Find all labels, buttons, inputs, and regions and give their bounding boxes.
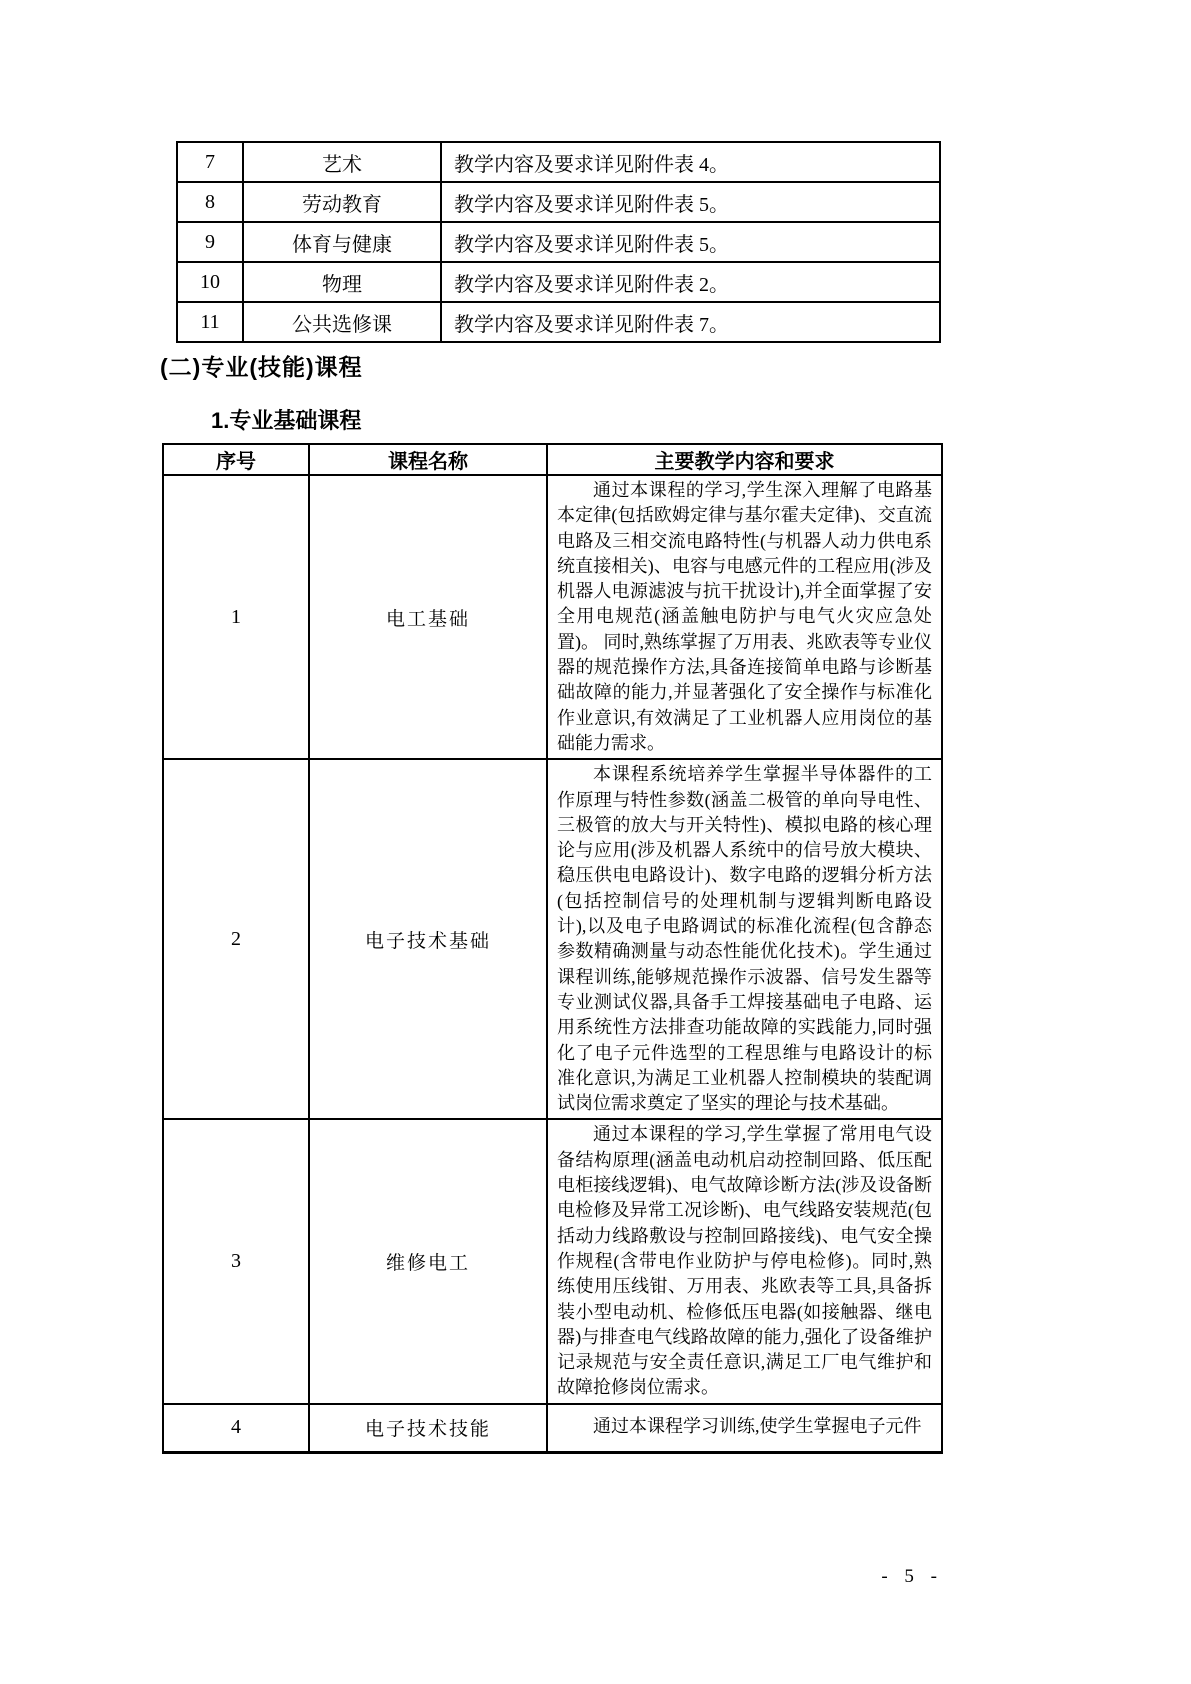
cell-desc: 教学内容及要求详见附件表 5。 bbox=[441, 222, 940, 262]
cell-desc: 本课程系统培养学生掌握半导体器件的工作原理与特性参数(涵盖二极管的单向导电性、三极管的放大与开关特性)、模拟电路的核心理论与应用(涉及机器人系统中的信号放大模块、稳压供电电路设计)、数字电路的逻辑分析方法(包括控制信号的处理机制与逻辑判断电路设计),以及电子电路调试的标准化流程(包含静态参数精确测量与动态性能优化技术)。学生通过课程训练,能够规范操作示波器、信号发生器等专业测试仪器,具备手工焊接基础电子电路、运用系统性方法排查功能故障的实践能力,同时强化了电子元件选型的工程思维与电路设计的标准化意识,为满足工业机器人控制模块的装配调试岗位需求奠定了坚实的理论与技术基础。 bbox=[547, 759, 942, 1119]
page-number: - 5 - bbox=[881, 1566, 943, 1587]
cell-no: 11 bbox=[177, 302, 243, 342]
table-header-row bbox=[163, 444, 942, 475]
section-heading: (二)专业(技能)课程 bbox=[160, 354, 363, 380]
cell-no: 2 bbox=[163, 759, 309, 1119]
cell-no: 3 bbox=[163, 1119, 309, 1403]
table-row bbox=[163, 759, 942, 1119]
cell-no: 10 bbox=[177, 262, 243, 302]
cell-desc: 通过本课程的学习,学生深入理解了电路基本定律(包括欧姆定律与基尔霍夫定律)、交直流电路及三相交流电路特性(与机器人动力供电系统直接相关)、电容与电感元件的工程应用(涉及机器人电源滤波与抗干扰设计),并全面掌握了安全用电规范(涵盖触电防护与电气火灾应急处置)。 同时,熟练掌握了万用表、兆欧表等专业仪器的规范操作方法,具备连接简单电路与诊断基础故障的能力,并显著强化了安全操作与标准化作业意识,有效满足了工业机器人应用岗位的基础能力需求。 bbox=[547, 475, 942, 759]
col-header-no: 序号 bbox=[163, 444, 309, 475]
cell-course: 公共选修课 bbox=[243, 302, 441, 342]
table-row bbox=[163, 1404, 942, 1453]
table-row bbox=[163, 475, 942, 759]
cell-course: 劳动教育 bbox=[243, 182, 441, 222]
professional-course-table bbox=[162, 443, 943, 1454]
table-row bbox=[177, 302, 940, 342]
cell-no: 4 bbox=[163, 1404, 309, 1453]
table-row bbox=[177, 142, 940, 182]
table-row bbox=[177, 222, 940, 262]
cell-no: 1 bbox=[163, 475, 309, 759]
table-row bbox=[177, 262, 940, 302]
cell-desc: 通过本课程的学习,学生掌握了常用电气设备结构原理(涵盖电动机启动控制回路、低压配电柜接线逻辑)、电气故障诊断方法(涉及设备断电检修及异常工况诊断)、电气线路安装规范(包括动力线路敷设与控制回路接线)、电气安全操作规程(含带电作业防护与停电检修)。同时,熟练使用压线钳、万用表、兆欧表等工具,具备拆装小型电动机、检修低压电器(如接触器、继电器)与排查电气线路故障的能力,强化了设备维护记录规范与安全责任意识,满足工厂电气维护和故障抢修岗位需求。 bbox=[547, 1119, 942, 1403]
cell-course: 电工基础 bbox=[309, 475, 547, 759]
cell-course: 物理 bbox=[243, 262, 441, 302]
cell-no: 8 bbox=[177, 182, 243, 222]
cell-desc: 教学内容及要求详见附件表 5。 bbox=[441, 182, 940, 222]
cell-no: 7 bbox=[177, 142, 243, 182]
cell-course: 电子技术基础 bbox=[309, 759, 547, 1119]
cell-desc: 教学内容及要求详见附件表 2。 bbox=[441, 262, 940, 302]
cell-desc: 教学内容及要求详见附件表 4。 bbox=[441, 142, 940, 182]
col-header-course: 课程名称 bbox=[309, 444, 547, 475]
sub-heading: 1.专业基础课程 bbox=[211, 408, 362, 433]
cell-course: 艺术 bbox=[243, 142, 441, 182]
table-row bbox=[177, 182, 940, 222]
cell-course: 体育与健康 bbox=[243, 222, 441, 262]
cell-no: 9 bbox=[177, 222, 243, 262]
col-header-content: 主要教学内容和要求 bbox=[547, 444, 942, 475]
cell-desc: 通过本课程学习训练,使学生掌握电子元件 bbox=[547, 1404, 942, 1453]
cell-course: 电子技术技能 bbox=[309, 1404, 547, 1453]
table-row bbox=[163, 1119, 942, 1403]
general-course-table bbox=[176, 141, 941, 343]
cell-course: 维修电工 bbox=[309, 1119, 547, 1403]
cell-desc: 教学内容及要求详见附件表 7。 bbox=[441, 302, 940, 342]
